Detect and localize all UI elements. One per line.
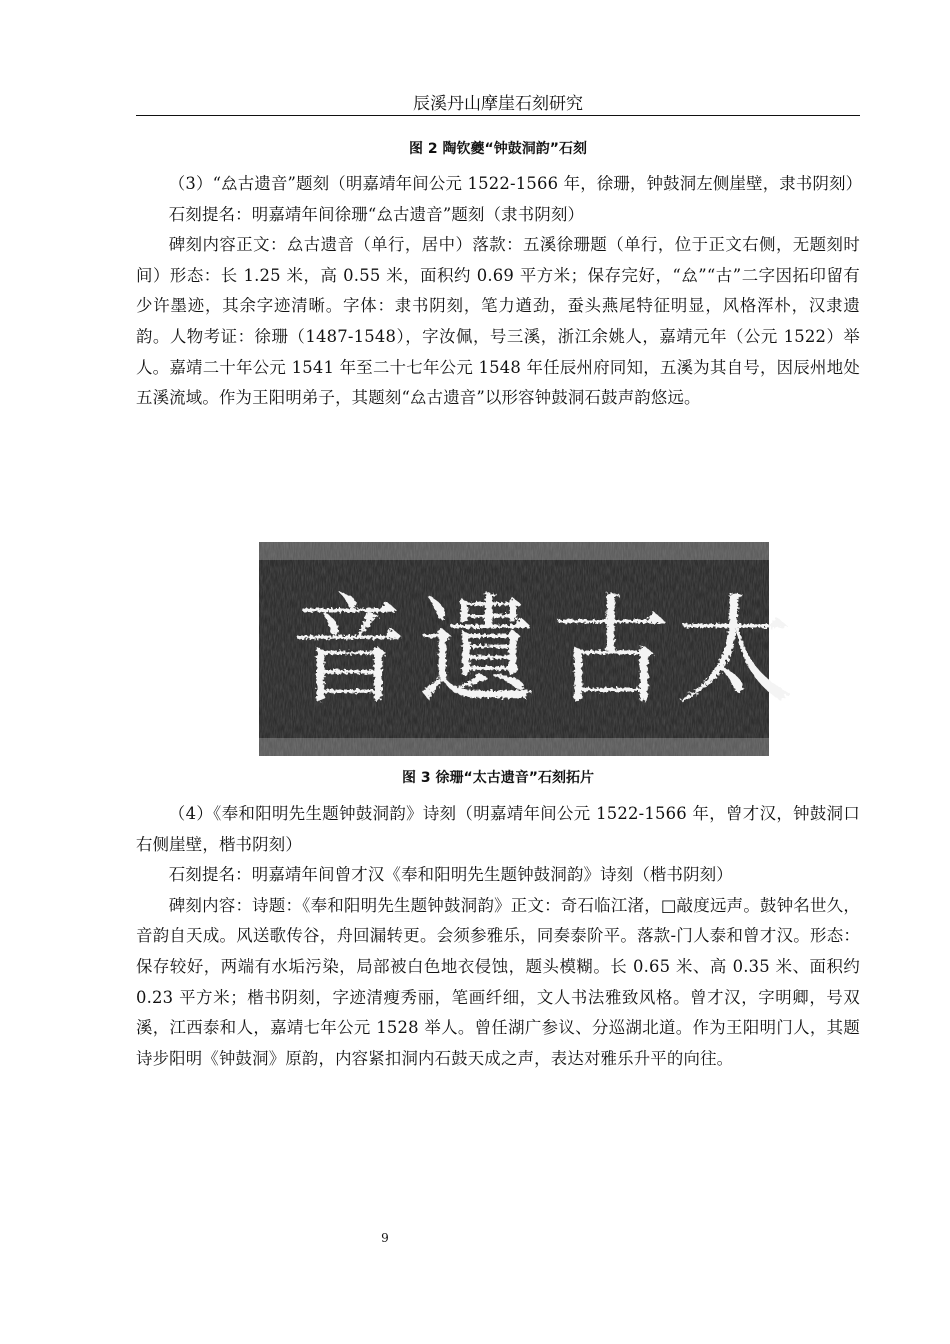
rubbing-glyph-4: 太	[675, 582, 795, 720]
stone-rubbing-image	[259, 542, 795, 756]
section-3	[136, 169, 863, 414]
figure-3-caption: 图 3 徐珊“太古遗音”石刻拓片	[402, 770, 594, 786]
section-3-content: 碑刻内容正文：厽古遗音（单行，居中）落款：五溪徐珊题（单行，位于正文右侧，无题刻时间）形态：长 1.25 米，高 0.55 米，面积约 0.69 平方米；保存完好，“厽”“古”二字因拓印留有少许墨迹，其余字迹清晰。字体：隶书阴刻，笔力遒劲，蚕头燕尾特征明显，风格浑朴，汉隶遗韵。人物考证：徐珊（1487-1548），字汝佩，号三溪，浙江余姚人，嘉靖元年（公元 1522）举人。嘉靖二十年公元 1541 年至二十七年公元 1548 年任辰州府同知，五溪为其自号，因辰州地处五溪流域。作为王阳明弟子，其题刻“厽古遗音”以形容钟鼓洞石鼓声韵悠远。	[136, 235, 860, 408]
section-3-naming: 石刻提名：明嘉靖年间徐珊“厽古遗音”题刻（隶书阴刻）	[168, 204, 585, 224]
rubbing-glyph-3: 古	[551, 582, 671, 720]
section-4-content: 碑刻内容：诗题：《奉和阳明先生题钟鼓洞韵》正文：奇石临江渚，□敲度远声。鼓钟名世久，音韵自天成。风送歌传谷，舟回漏转更。会须参雅乐，同奏泰阶平。落款-门人泰和曾才汉。形态：保存较好，两端有水垢污染，局部被白色地衣侵蚀，题头模糊。长 0.65 米、高 0.35 米、面积约 0.23 平方米；楷书阴刻，字迹清瘦秀丽，笔画纤细，文人书法雅致风格。曾才汉，字明卿，号双溪，江西泰和人，嘉靖七年公元 1528 举人。曾任湖广参议、分巡湖北道。作为王阳明门人，其题诗步阳明《钟鼓洞》原韵，内容紧扣洞内石鼓天成之声，表达对雅乐升平的向往。	[136, 895, 860, 1068]
header-divider	[136, 115, 860, 116]
section-4-naming: 石刻提名：明嘉靖年间曾才汉《奉和阳明先生题钟鼓洞韵》诗刻（楷书阴刻）	[168, 865, 733, 885]
rubbing-glyph-1: 音	[289, 582, 409, 720]
section-4-heading: （4）《奉和阳明先生题钟鼓洞韵》诗刻（明嘉靖年间公元 1522-1566 年，曾才汉，钟鼓洞口右侧崖壁，楷书阴刻）	[136, 804, 860, 854]
running-header: 辰溪丹山摩崖石刻研究	[413, 94, 583, 114]
page-number: 9	[381, 1231, 389, 1245]
section-3-heading: （3）“厽古遗音”题刻（明嘉靖年间公元 1522-1566 年，徐珊，钟鼓洞左侧崖壁，隶书阴刻）	[168, 174, 863, 193]
section-4	[136, 799, 860, 1074]
rubbing-glyph-2: 遺	[417, 582, 537, 720]
figure-2-caption: 图 2 陶钦夔“钟鼓洞韵”石刻	[409, 141, 587, 157]
